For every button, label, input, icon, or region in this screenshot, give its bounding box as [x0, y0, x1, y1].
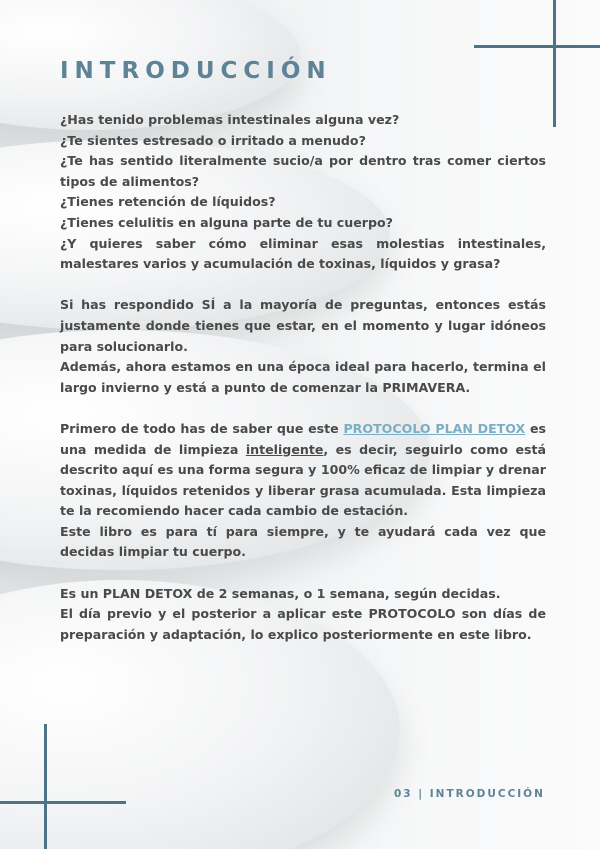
- spacer: [60, 563, 546, 584]
- accent-line-top-right-horizontal: [474, 45, 600, 48]
- spacer: [60, 398, 546, 419]
- paragraph-5: Es un PLAN DETOX de 2 semanas, o 1 semana, según decidas.: [60, 585, 501, 601]
- page-title: INTRODUCCIÓN: [60, 58, 332, 84]
- paragraph-6: El día previo y el posterior a aplicar este PROTOCOLO son días de preparación y adaptación, lo explico posteriormente en este libro.: [60, 606, 546, 642]
- page-footer: 03 | INTRODUCCIÓN: [394, 788, 545, 800]
- paragraph-2: Además, ahora estamos en una época ideal para hacerlo, termina el largo invierno y está a punto de comenzar la PRIMAVERA.: [60, 359, 546, 395]
- paragraph-3-start: Primero de todo has de saber que este: [60, 420, 344, 436]
- paragraph-3-middle: es una medida de limpieza: [60, 420, 547, 457]
- body-text: [60, 110, 546, 645]
- spacer: [60, 275, 546, 296]
- paragraph-3: [60, 419, 546, 522]
- paragraph-3-end: , es decir, seguirlo como está descrito aquí es una forma segura y 100% eficaz de limpiar y drenar toxinas, líquidos retenidos y liberar grasa acumulada. Esta limpieza te la recomiendo hacer cada cambio de estación.: [60, 441, 546, 519]
- question-3: ¿Te has sentido literalmente sucio/a por dentro tras comer ciertos tipos de alimentos?: [60, 153, 546, 189]
- paragraph-4: Este libro es para tí para siempre, y te ayudará cada vez que decidas limpiar tu cuerpo.: [60, 523, 546, 560]
- question-6: ¿Y quieres saber cómo eliminar esas molestias intestinales, malestares varios y acumulación de toxinas, líquidos y grasa?: [60, 235, 546, 272]
- accent-line-bottom-left-vertical: [44, 724, 47, 849]
- accent-line-top-right-vertical: [553, 0, 556, 127]
- paragraph-1: Si has respondido SÍ a la mayoría de preguntas, entonces estás justamente donde tienes que estar, en el momento y lugar idóneos para solucionarlo.: [60, 297, 546, 354]
- accent-line-bottom-left-horizontal: [0, 801, 126, 804]
- protocol-plan-detox-link[interactable]: PROTOCOLO PLAN DETOX: [343, 420, 526, 436]
- underlined-word: inteligente: [245, 441, 324, 457]
- question-2: ¿Te sientes estresado o irritado a menudo?: [60, 132, 366, 148]
- question-1: ¿Has tenido problemas intestinales alguna vez?: [60, 112, 400, 127]
- question-5: ¿Tienes celulitis en alguna parte de tu cuerpo?: [60, 214, 393, 230]
- question-4: ¿Tienes retención de líquidos?: [60, 194, 276, 210]
